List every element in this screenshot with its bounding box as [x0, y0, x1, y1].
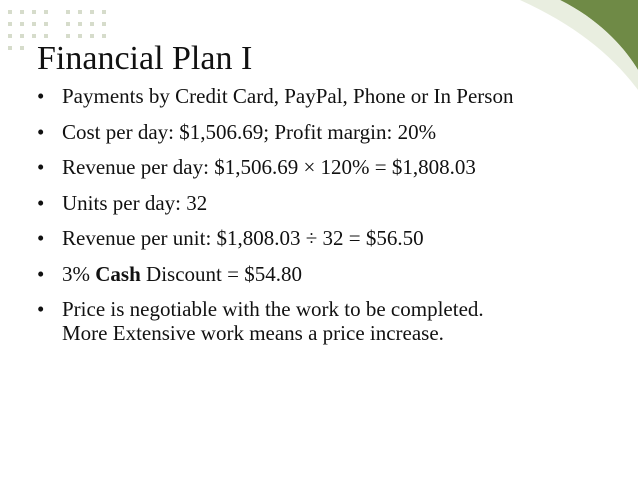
grid-dot: [44, 34, 48, 38]
text-segment: Revenue per day: $1,506.69 × 120% = $1,808.03: [62, 155, 476, 179]
text-segment: Cost per day: $1,506.69; Profit margin: 20%: [62, 119, 437, 144]
text-segment: Units per day: 32: [62, 190, 208, 215]
grid-dot: [32, 34, 36, 38]
grid-dot: [20, 22, 24, 26]
grid-dot: [66, 22, 70, 26]
bullet-text: [62, 226, 607, 250]
grid-dot: [90, 10, 94, 14]
bullet-text: [62, 155, 607, 179]
bullet-glyph: •: [37, 155, 45, 179]
grid-dot: [66, 10, 70, 14]
grid-dot: [20, 46, 24, 50]
bullet-item: [37, 191, 607, 215]
grid-dot: [78, 22, 82, 26]
bullet-glyph: •: [37, 190, 45, 215]
grid-dot: [78, 10, 82, 14]
grid-dot: [102, 10, 106, 14]
text-segment: Revenue per unit: $1,808.03 ÷ 32 = $56.50: [62, 226, 424, 250]
grid-dot: [20, 10, 24, 14]
grid-dot: [102, 34, 106, 38]
grid-dot: [32, 22, 36, 26]
bullet-glyph: •: [37, 297, 45, 321]
bullet-glyph: •: [37, 226, 45, 250]
bullet-text: [62, 120, 607, 144]
grid-dot: [8, 46, 12, 50]
bullet-glyph: •: [37, 261, 45, 286]
grid-dot: [44, 10, 48, 14]
grid-dot: [20, 34, 24, 38]
grid-dot: [8, 34, 12, 38]
grid-dot: [102, 22, 106, 26]
bullet-item: [37, 297, 607, 345]
bullet-text: [62, 84, 607, 108]
grid-dot: [44, 22, 48, 26]
bullet-text: [62, 262, 607, 286]
bullet-text: [62, 191, 607, 215]
bullet-item: [37, 120, 607, 144]
text-segment: 3%: [62, 261, 96, 286]
grid-dot: [8, 22, 12, 26]
grid-dot: [66, 34, 70, 38]
bullet-glyph: •: [37, 84, 45, 108]
bullet-list: [37, 84, 607, 357]
bullet-continuation-text: More Extensive work means a price increase.: [62, 321, 444, 345]
bullet-glyph: •: [37, 119, 45, 144]
slide-title: Financial Plan I: [37, 40, 253, 77]
text-segment: Discount = $54.80: [140, 261, 302, 286]
bullet-item: [37, 84, 607, 108]
bold-text: Cash: [95, 261, 141, 286]
grid-dot: [90, 34, 94, 38]
bullet-item: [37, 226, 607, 250]
bullet-text: [62, 297, 607, 321]
text-segment: Payments by Credit Card, PayPal, Phone or In Person: [62, 84, 514, 108]
grid-dot: [8, 10, 12, 14]
grid-dot: [78, 34, 82, 38]
grid-dot: [32, 10, 36, 14]
bullet-item: [37, 155, 607, 179]
text-segment: Price is negotiable with the work to be completed.: [62, 297, 484, 321]
bullet-item: [37, 262, 607, 286]
grid-dot: [90, 22, 94, 26]
